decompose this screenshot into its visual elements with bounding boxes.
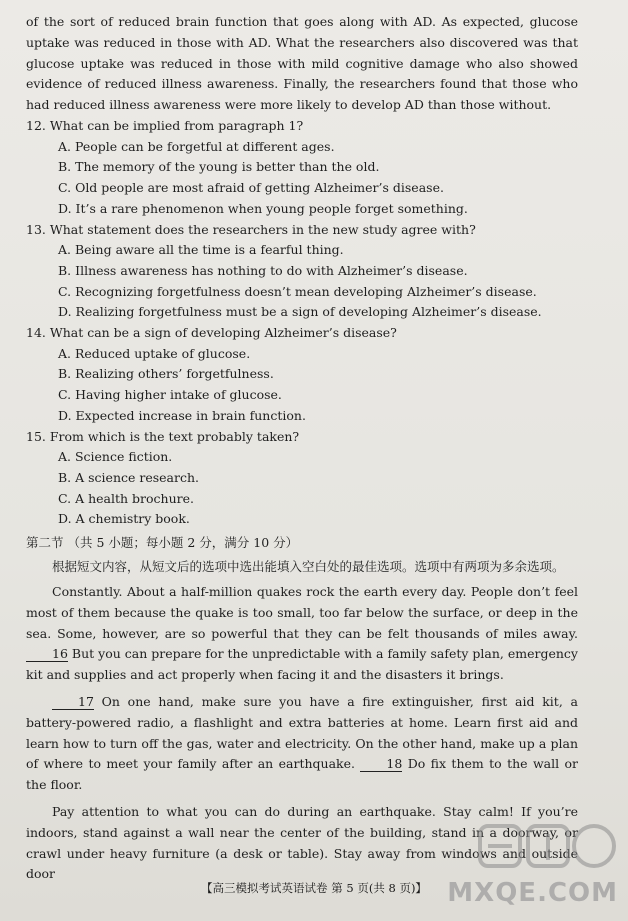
option-a: A. Science fiction. xyxy=(58,449,173,465)
option-b: B. The memory of the young is better than the old. xyxy=(58,159,380,175)
cloze-paragraph-2 xyxy=(26,692,578,796)
option-c: C. Old people are most afraid of getting Alzheimer’s disease. xyxy=(58,180,444,196)
question-stem: 13. What statement does the researchers in the new study agree with? xyxy=(26,221,476,237)
option-a: A. Reduced uptake of glucose. xyxy=(58,345,251,361)
section-instruction: 根据短文内容，从短文后的选项中选出能填入空白处的最佳选项。选项中有两项为多余选项。 xyxy=(52,559,565,575)
paragraph-text: But you can prepare for the unpredictable with a family safety plan, emergency kit and supplies and act properly when facing it and the disasters it brings. xyxy=(26,646,578,683)
option-d: D. It’s a rare phenomenon when young people forget something. xyxy=(58,200,468,216)
option-d: D. Expected increase in brain function. xyxy=(58,407,306,423)
question-stem: 15. From which is the text probably taken? xyxy=(26,428,300,444)
watermark-text: MXQE.COM xyxy=(447,878,618,908)
page-content xyxy=(26,12,578,885)
passage-ending: of the sort of reduced brain function that goes along with AD. As expected, glucose uptake was reduced in those with AD. What the researchers also discovered was that glucose uptake was reduced in those with mild cognitive damage who also showed evidence of reduced illness awareness. Finally, the researchers found that those who had reduced illness awareness were more likely to develop AD than those without. xyxy=(26,14,578,113)
question-stem: 14. What can be a sign of developing Alzheimer’s disease? xyxy=(26,325,397,341)
paragraph-text: Do fix them to the wall or the floor. xyxy=(26,756,578,793)
page-footer: 【高三模拟考试英语试卷 第 5 页(共 8 页)】 xyxy=(201,881,427,895)
question-12 xyxy=(26,116,578,220)
option-b: B. Illness awareness has nothing to do with Alzheimer’s disease. xyxy=(58,262,468,278)
question-14 xyxy=(26,323,578,427)
option-d: D. A chemistry book. xyxy=(58,511,190,527)
option-a: A. People can be forgetful at different ages. xyxy=(58,138,335,154)
question-15 xyxy=(26,427,578,531)
section-heading: 第二节 （共 5 小题；每小题 2 分，满分 10 分） xyxy=(26,535,299,551)
option-c: C. Having higher intake of glucose. xyxy=(58,387,282,403)
blank-16: 16 xyxy=(26,647,68,662)
option-d: D. Realizing forgetfulness must be a sign of developing Alzheimer’s disease. xyxy=(58,304,542,320)
option-b: B. Realizing others’ forgetfulness. xyxy=(58,366,274,382)
cloze-paragraph-3: Pay attention to what you can do during an earthquake. Stay calm! If you’re indoors, stand against a wall near the center of the building, stand in a doorway, or crawl under heavy furniture (a desk or table). Stay away from windows and outside door xyxy=(26,804,578,882)
option-c: C. Recognizing forgetfulness doesn’t mean developing Alzheimer’s disease. xyxy=(58,283,537,299)
question-13 xyxy=(26,220,578,324)
blank-17: 17 xyxy=(52,695,94,710)
paragraph-text: Constantly. About a half-million quakes rock the earth every day. People don’t feel most of them because the quake is too small, too far below the surface, or deep in the sea. Some, however, are so powerful that they can be felt thousands of miles away. xyxy=(26,584,578,641)
cloze-paragraph-1 xyxy=(26,582,578,686)
blank-18: 18 xyxy=(360,757,402,772)
option-a: A. Being aware all the time is a fearful thing. xyxy=(58,242,344,258)
paragraph-text: On one hand, make sure you have a fire extinguisher, first aid kit, a battery-powered radio, a flashlight and extra batteries at home. Learn first aid and learn how to turn off the gas, water and electricity. On the other hand, make up a plan of where to meet your family after an earthquake. xyxy=(26,694,578,772)
option-c: C. A health brochure. xyxy=(58,490,194,506)
question-stem: 12. What can be implied from paragraph 1? xyxy=(26,117,304,133)
option-b: B. A science research. xyxy=(58,469,200,485)
